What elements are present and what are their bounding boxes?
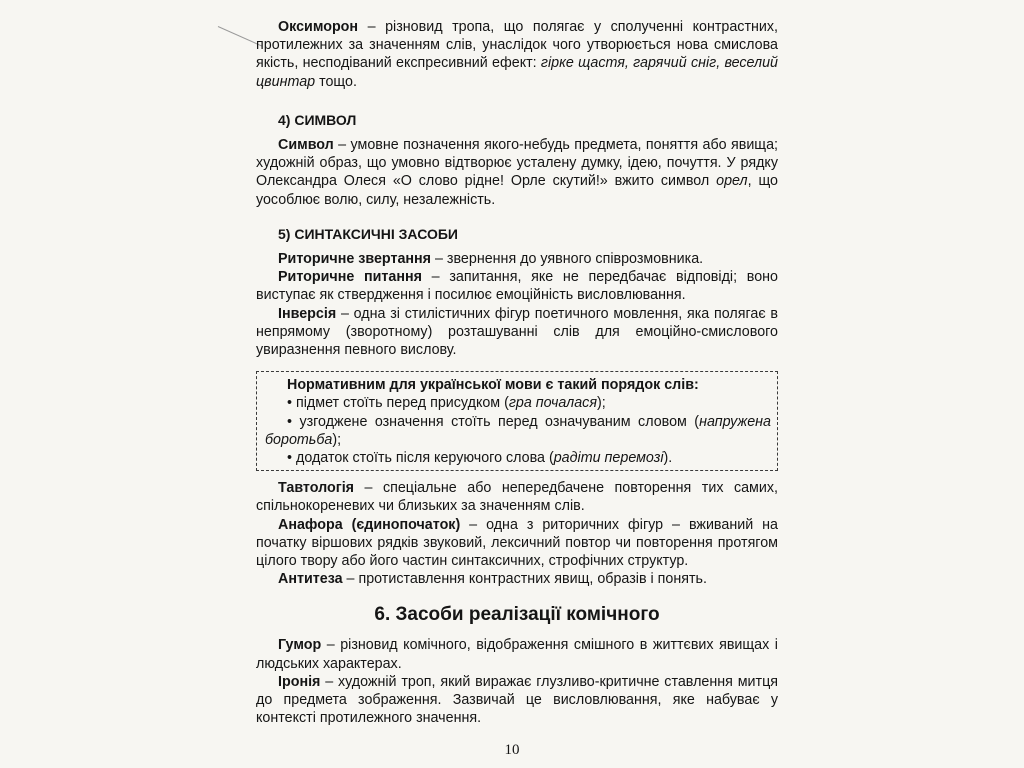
definition-rhetorical-question: – запитання, яке не передбачає відповіді; воно виступає як ствердження і посилює емоційність висловлювання. <box>256 269 778 304</box>
tail-symbol: , що уособлює волю, силу, незалежність. <box>256 173 778 208</box>
example-symbol: орел <box>716 173 748 190</box>
word-order-item-tail: ); <box>596 395 606 412</box>
page-number: 10 <box>504 742 520 758</box>
paragraph-tautology <box>256 479 778 515</box>
bullet-icon: • <box>287 395 296 412</box>
word-order-title: Нормативним для української мови є такий порядок слів: <box>287 377 699 394</box>
definition-inversion: – одна зі стилістичних фігур поетичного мовлення, яка полягає в непрямому (зворотному) розташуванні слів для емоційно-смислового увиразнення певного вислову. <box>256 305 778 359</box>
term-inversion: Інверсія <box>278 305 337 322</box>
word-order-item-tail: ). <box>663 450 673 467</box>
definition-symbol: – умовне позначення якого-небудь предмета, поняття або явища; художній образ, що умовно відтворює усталену думку, ідею, почуття. У рядку Олександра Олеся «О слово рідне! Орле скутий!» вжито символ <box>256 137 778 190</box>
paragraph-oxymoron <box>256 18 778 91</box>
heading-syntax: 5) СИНТАКСИЧНІ ЗАСОБИ <box>278 225 458 242</box>
word-order-box <box>256 371 778 471</box>
term-tautology: Тавтологія <box>278 480 355 497</box>
paragraph-humor <box>256 636 778 672</box>
term-irony: Іронія <box>278 673 321 690</box>
word-order-item <box>265 394 771 412</box>
term-anaphora: Анафора (єдинопочаток) <box>278 516 461 533</box>
term-humor: Гумор <box>278 637 322 654</box>
definition-rhetorical-address: – звернення до уявного співрозмовника. <box>431 251 704 268</box>
term-symbol: Символ <box>278 137 334 154</box>
paragraph-anaphora <box>256 516 778 571</box>
definition-tautology: – спеціальне або непередбачене повторення тих самих, спільнокореневих чи близьких за значенням слів. <box>256 480 778 515</box>
definition-oxymoron: – різновид тропа, що полягає у сполученні контрастних, протилежних за значенням слів, унаслідок чого утворюється нова смислова якість, несподіваний експресивний ефект: <box>256 19 778 72</box>
section-heading-comic: 6. Засоби реалізації комічного <box>374 604 660 626</box>
examples-oxymoron: гірке щастя, гарячий сніг, веселий цвинтар <box>256 55 778 90</box>
paragraph-symbol <box>256 136 778 209</box>
word-order-item-example: напружена боротьба <box>265 413 771 448</box>
word-order-item <box>265 449 771 467</box>
word-order-item <box>265 413 771 449</box>
definition-antithesis: – протиставлення контрастних явищ, образів і понять. <box>342 571 707 588</box>
paragraph-rhetorical-question <box>256 268 778 304</box>
bullet-icon: • <box>287 413 300 430</box>
heading-symbol: 4) СИМВОЛ <box>278 111 357 128</box>
definition-anaphora: – одна з риторичних фігур – вживаний на початку віршових рядків звуковий, лексичний повтор чи повторення протягом цілого твору або його частин синтаксичних, строфічних структур. <box>256 516 778 570</box>
text-column <box>256 18 778 728</box>
term-oxymoron: Оксиморон <box>278 19 359 35</box>
paragraph-irony <box>256 673 778 728</box>
paragraph-rhetorical-address <box>256 250 778 268</box>
paragraph-inversion <box>256 305 778 360</box>
definition-irony: – художній троп, який виражає глузливо-критичне ставлення митця до предмета зображення. Зазвичай це висловлювання, яке набуває у контексті протилежного значення. <box>256 673 778 727</box>
word-order-item-text: узгоджене означення стоїть перед означуваним словом ( <box>299 413 700 430</box>
tail-oxymoron: тощо. <box>315 73 357 90</box>
term-rhetorical-question: Риторичне питання <box>278 269 422 286</box>
term-rhetorical-address: Риторичне звертання <box>278 251 432 268</box>
word-order-item-example: радіти перемозі <box>553 450 664 467</box>
bullet-icon: • <box>287 450 296 467</box>
word-order-item-tail: ); <box>332 431 342 448</box>
paragraph-antithesis <box>256 570 778 588</box>
word-order-item-text: підмет стоїть перед присудком ( <box>295 395 509 412</box>
word-order-item-text: додаток стоїть після керуючого слова ( <box>295 450 554 467</box>
definition-humor: – різновид комічного, відображення смішного в життєвих явищах і людських характерах. <box>256 637 778 672</box>
term-antithesis: Антитеза <box>278 571 343 588</box>
word-order-item-example: гра почалася <box>508 395 597 412</box>
